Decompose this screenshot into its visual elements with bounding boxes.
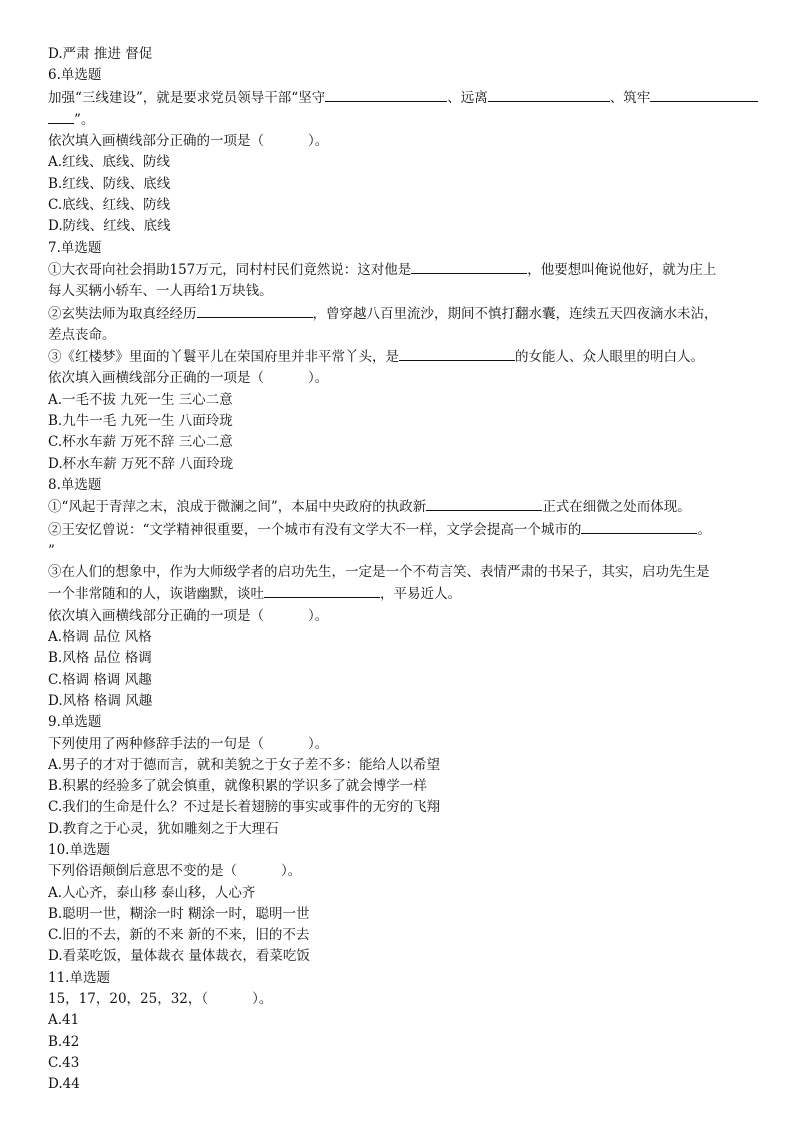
q7-option-a: A.一毛不拔 九死一生 三心二意 xyxy=(48,391,233,408)
q8-option-d: D.风格 格调 风趣 xyxy=(48,692,153,709)
q7-text: ，曾穿越八百里流沙，期间不慎打翻水囊，连续五天四夜滴水未沾， xyxy=(312,305,718,322)
q8-text: ②王安忆曾说：“文学精神很重要，一个城市有没有文学大不一样，文学会提高一个城市的 xyxy=(48,521,582,538)
q11-option-d: D.44 xyxy=(48,1076,80,1093)
q6-stem-text: 、远离 xyxy=(447,89,488,106)
q10-option-a: A.人心齐，泰山移 泰山移，人心齐 xyxy=(48,884,256,901)
q10-option-b: B.聪明一世，糊涂一时 糊涂一时，聪明一世 xyxy=(48,905,310,922)
q9-prompt xyxy=(48,734,758,755)
q7-prompt-text: 依次填入画横线部分正确的一项是（ xyxy=(48,370,264,387)
q9-option-a: A.男子的才对于德而言，就和美貌之于女子差不多：能给人以希望 xyxy=(48,756,441,773)
q6-option-a: A.红线、底线、防线 xyxy=(48,154,171,171)
q7-blank-1 xyxy=(411,259,527,274)
q10-prompt-end: ）。 xyxy=(281,863,302,880)
q6-blank-1 xyxy=(325,87,447,102)
q6-stem-text: 加强“三线建设”，就是要求党员领导干部“坚守 xyxy=(48,89,326,106)
q6-prompt-end: ）。 xyxy=(308,133,329,150)
q6-header: 6.单选题 xyxy=(48,67,102,84)
q7-text: ，他要想叫俺说他好，就为庄上 xyxy=(527,261,717,278)
q6-stem-text: ”。 xyxy=(74,111,95,128)
q9-option-d: D.教育之于心灵，犹如雕刻之于大理石 xyxy=(48,820,279,837)
q9-prompt-end: ）。 xyxy=(308,735,329,752)
q8-prompt xyxy=(48,606,758,627)
q6-blank-3-cont xyxy=(48,109,74,124)
q8-text: 一个非常随和的人，诙谐幽默，谈吐 xyxy=(48,586,264,603)
q8-blank-1 xyxy=(426,496,542,511)
q7-text: ①大衣哥向社会捐助157万元，同村村民们竟然说：这对他是 xyxy=(48,261,412,278)
q7-option-c: C.杯水车薪 万死不辞 三心二意 xyxy=(48,434,233,451)
q8-sentence-2 xyxy=(48,519,758,541)
q6-blank-2 xyxy=(488,87,610,102)
q8-prompt-end: ）。 xyxy=(308,607,329,624)
q6-prompt xyxy=(48,131,758,152)
q8-sentence-1 xyxy=(48,496,758,518)
q8-text: ①“风起于青萍之末，浪成于微澜之间”，本届中央政府的执政新 xyxy=(48,499,427,516)
q11-option-a: A.41 xyxy=(48,1012,80,1029)
q7-blank-3 xyxy=(399,346,515,361)
q6-stem-text: 、筑牢 xyxy=(609,89,651,106)
q8-text: 正式在细微之处而体现。 xyxy=(542,499,691,516)
q8-blank-2 xyxy=(581,519,697,534)
q7-sentence-2-cont: 差点丧命。 xyxy=(48,326,116,343)
q9-option-b: B.积累的经验多了就会慎重，就像积累的学识多了就会博学一样 xyxy=(48,778,427,795)
q7-text: 的女能人、众人眼里的明白人。 xyxy=(515,349,704,366)
q11-prompt xyxy=(48,989,758,1010)
q11-option-c: C.43 xyxy=(48,1054,80,1071)
q11-prompt-end: ）。 xyxy=(252,991,273,1008)
q10-header: 10.单选题 xyxy=(48,841,110,858)
q6-blank-3 xyxy=(650,87,758,102)
exam-page xyxy=(48,44,758,1096)
q7-option-b: B.九牛一毛 九死一生 八面玲珑 xyxy=(48,413,233,430)
q7-prompt xyxy=(48,368,758,389)
q6-option-d: D.防线、红线、底线 xyxy=(48,218,171,235)
q6-option-b: B.红线、防线、底线 xyxy=(48,175,171,192)
q11-option-b: B.42 xyxy=(48,1033,80,1050)
q6-stem-line1 xyxy=(48,87,758,109)
q7-sentence-3 xyxy=(48,346,758,368)
q8-text: ，平易近人。 xyxy=(380,586,461,603)
q10-prompt-text: 下列俗语颠倒后意思不变的是（ xyxy=(48,863,237,880)
q7-header: 7.单选题 xyxy=(48,239,102,256)
q8-sentence-2-cont: ” xyxy=(48,542,55,559)
q7-sentence-1 xyxy=(48,259,758,281)
q11-header: 11.单选题 xyxy=(48,969,110,986)
q8-sentence-3: ③在人们的想象中，作为大师级学者的启功先生，一定是一个不苟言笑、表情严肃的书呆子，其实，启功先生是 xyxy=(48,564,710,581)
q10-option-d: D.看菜吃饭，量体裁衣 量体裁衣，看菜吃饭 xyxy=(48,948,310,965)
q6-prompt-text: 依次填入画横线部分正确的一项是（ xyxy=(48,133,264,150)
q7-sentence-1-cont: 每人买辆小轿车、一人再给1万块钱。 xyxy=(48,283,273,300)
q7-prompt-end: ）。 xyxy=(308,370,329,387)
q9-prompt-text: 下列使用了两种修辞手法的一句是（ xyxy=(48,735,264,752)
q6-option-c: C.底线、红线、防线 xyxy=(48,197,171,214)
q8-text: 。 xyxy=(697,521,711,538)
q8-option-a: A.格调 品位 风格 xyxy=(48,629,152,646)
q8-option-c: C.格调 格调 风趣 xyxy=(48,671,152,688)
q9-option-c: C.我们的生命是什么？不过是长着翅膀的事实或事件的无穷的飞翔 xyxy=(48,799,441,816)
q8-prompt-text: 依次填入画横线部分正确的一项是（ xyxy=(48,607,264,624)
q7-text: ③《红楼梦》里面的丫鬟平儿在荣国府里并非平常丫头，是 xyxy=(48,349,399,366)
q8-sentence-3-cont xyxy=(48,583,758,605)
q8-header: 8.单选题 xyxy=(48,476,102,493)
q6-stem-line2 xyxy=(48,109,758,131)
q7-blank-2 xyxy=(197,303,313,318)
q10-prompt xyxy=(48,861,758,882)
q5-option-d: D.严肃 推进 督促 xyxy=(48,46,153,62)
q9-header: 9.单选题 xyxy=(48,714,102,731)
q7-option-d: D.杯水车薪 万死不辞 八面玲珑 xyxy=(48,455,234,472)
q7-sentence-2 xyxy=(48,303,758,325)
q10-option-c: C.旧的不去，新的不来 新的不来，旧的不去 xyxy=(48,927,310,944)
q8-blank-3 xyxy=(264,583,380,598)
q11-prompt-text: 15，17，20，25，32，（ xyxy=(48,991,209,1008)
q8-option-b: B.风格 品位 格调 xyxy=(48,650,152,667)
q7-text: ②玄奘法师为取真经经历 xyxy=(48,305,197,322)
